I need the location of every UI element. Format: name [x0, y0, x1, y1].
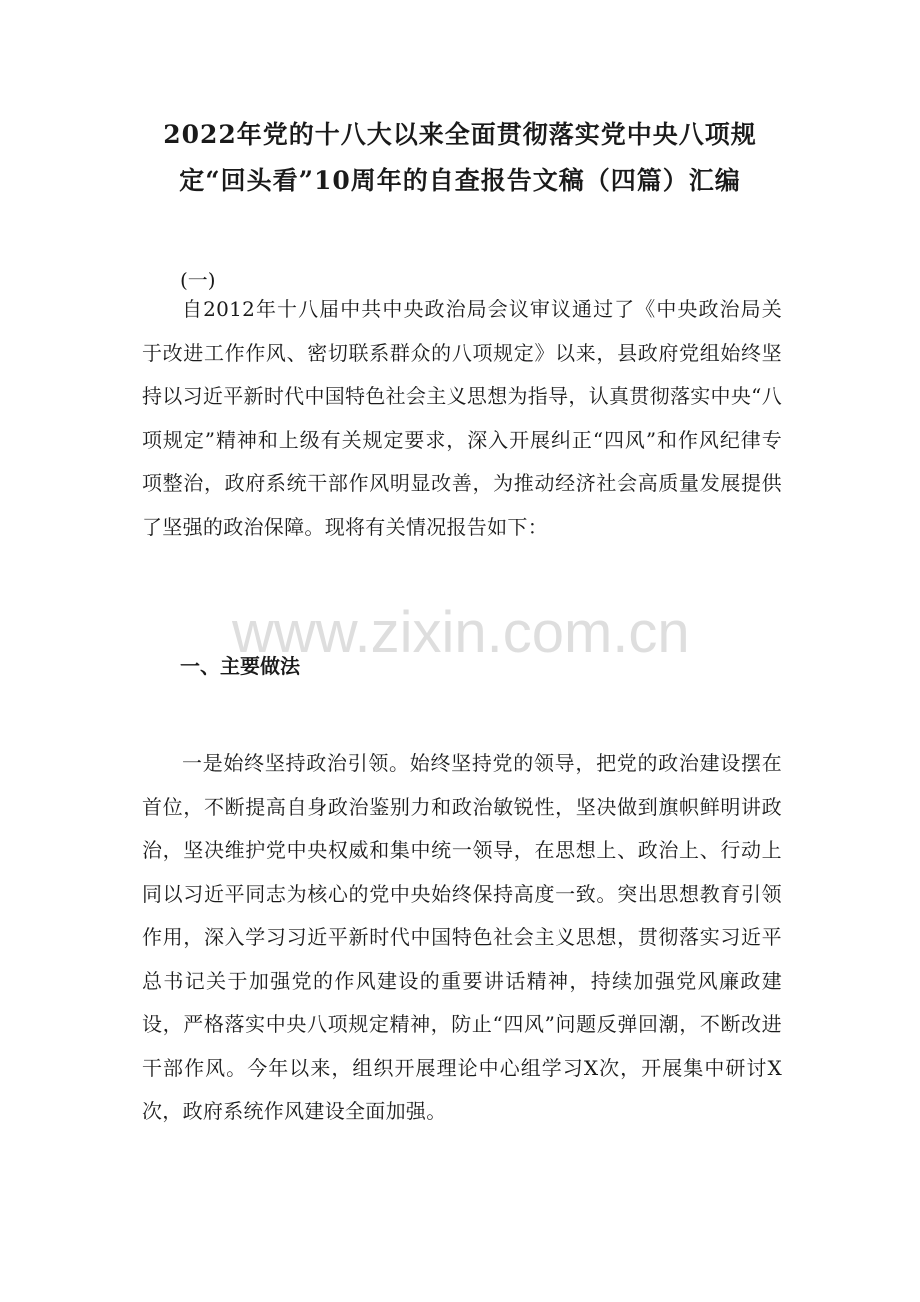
paragraph-intro: 自2012年十八届中共中央政治局会议审议通过了《中央政治局关于改进工作作风、密切联系群众的八项规定》以来，县政府党组始终坚持以习近平新时代中国特色社会主义思想为指导，认真贯彻落实中央“八项规定”精神和上级有关规定要求，深入开展纠正“四风”和作风纪律专项整治，政府系统干部作风明显改善，为推动经济社会高质量发展提供了坚强的政治保障。现将有关情况报告如下： — [142, 297, 782, 539]
watermark: www.zixin.com.cn — [232, 600, 690, 665]
paragraph-political-guidance: 一是始终坚持政治引领。始终坚持党的领导，把党的政治建设摆在首位，不断提高自身政治鉴别力和政治敏锐性，坚决做到旗帜鲜明讲政治，坚决维护党中央权威和集中统一领导，在思想上、政治上、行动上同以习近平同志为核心的党中央始终保持高度一致。突出思想教育引领作用，深入学习习近平新时代中国特色社会主义思想，贯彻落实习近平总书记关于加强党的作风建设的重要讲话精神，持续加强党风廉政建设，严格落实中央八项规定精神，防止“四风”问题反弹回潮，不断改进干部作风。今年以来，组织开展理论中心组学习X次，开展集中研讨X次，政府系统作风建设全面加强。 — [142, 751, 782, 1123]
title-line-2: 定“回头看”10周年的自查报告文稿（四篇）汇编 — [179, 166, 741, 195]
document-title — [100, 112, 820, 204]
section-marker: (一) — [180, 268, 216, 292]
title-line-1: 2022年党的十八大以来全面贯彻落实党中央八项规 — [163, 120, 757, 149]
section-heading: 一、主要做法 — [180, 654, 300, 678]
